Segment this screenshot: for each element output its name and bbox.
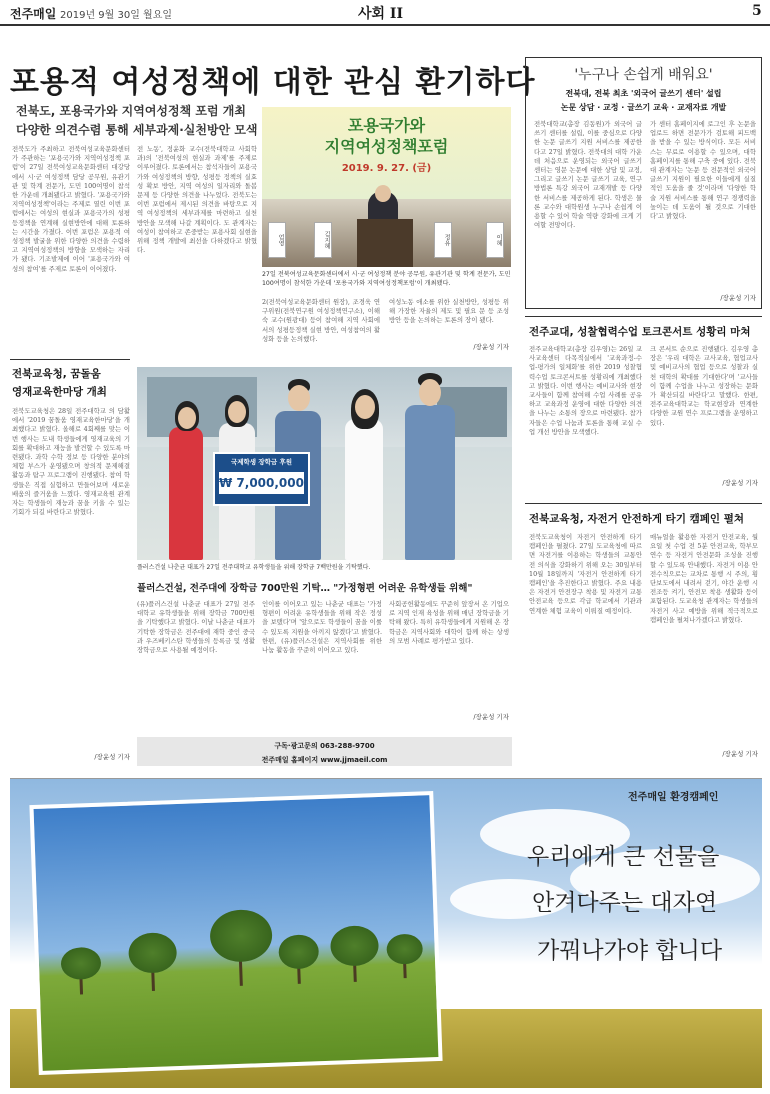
feature-box-subhead-2: 논문 상담 · 교정 · 글쓰기 교육 · 교재자료 개발 — [560, 103, 727, 112]
right-story-2-col1: 전주교육대학교(총장 김우영)는 26일 교사교육센터 다목적실에서 '교육과정-수업-평가의 일체화'를 위한 2019 성찰협력수업 토크콘서트를 성황리에 개최했다고 밝혔다. 이번 행사는 예비교사와 현장 교사들이 함께 참여해 수업 사례를 공유하고 교육과정 운영에 대한 다양한 의견을 나누는 소통의 장으로 마련됐다. 참가자들은 수업 나눔과 토론을 통해 교실 수업 개선 방안을 모색했다. — [529, 345, 642, 436]
lead-byline: /장윤성 기자 — [473, 343, 509, 351]
feature-box-byline: /장윤성 기자 — [720, 294, 756, 302]
side-story-title-1: 전북교육청, 꿈돌움 — [12, 368, 101, 380]
person-head — [355, 395, 375, 419]
right-story-2-headline: 전주교대, 성찰협력수업 토크콘서트 성황리 마쳐 — [529, 326, 751, 338]
person-figure — [169, 427, 203, 560]
side-story-title-2: 영재교육한마당 개최 — [12, 386, 107, 398]
right-story-3-col2: 매뉴얼을 활용한 자전거 안전교육, 월요일 첫 수업 전 5분 안전교육, 학부모 연수 등 자전거 안전문화 조성을 진행할 수 있도록 안내했다. 자전거 이용 안전수칙으로는 교차로 통행 시 주의, 횡단보도에서 내려서 걷기, 야간 운행 시 전조등 켜기, 안전모 착용 생활화 등이 포함된다. 도교육청 관계자는 학생들의 자전거 사고 예방을 위해 적극적으로 캠페인을 펼쳐나가겠다고 밝혔다. — [650, 533, 758, 624]
donation-photo-caption: 플러스건설 나춘균 대표가 27일 전주대학교 유학생들을 위해 장학금 7백만원을 기탁했다. — [137, 564, 371, 571]
subscription-contact: 구독·광고문의 063-288-9700 — [274, 742, 375, 750]
publication-date: 2019년 9월 30일 월요일 — [60, 10, 173, 21]
donation-board — [213, 452, 310, 506]
person-figure — [405, 405, 455, 560]
feature-box-title: '누구나 손쉽게 배워요' — [574, 67, 713, 83]
donation-body-col3: 사회공헌활동에도 꾸준히 앞장서 온 기업으로 지역 인재 육성을 위해 매년 장학금을 기탁해 왔다. 특히 유학생들에게 지원해 온 장학금은 지역사회와 대학이 함께 하는 상생의 모범 사례로 평가받고 있다. — [389, 600, 509, 645]
feature-box-body-col2: 가 센터 홈페이지에 로그인 후 논문을 업로드 하면 전문가가 검토해 피드백을 받을 수 있는 방식이다. 모든 서비스는 무료로 이용할 수 있으며, 대학 홈페이지를 통해 구축 중에 있다. 전북대 관계자는 '논문 등 전문적인 외국어 글쓰기 지원이 필요한 이들에게 실질적인 도움을 줄 것'이라며 '다양한 학술 지원 서비스를 통해 연구 경쟁력을 높이는 데 도움이 될 것으로 기대한다'고 밝혔다. — [650, 120, 756, 221]
section-title: 사회 II — [358, 6, 404, 22]
forum-photo — [262, 107, 511, 267]
right-story-3-headline: 전북교육청, 자전거 안전하게 타기 캠페인 펼쳐 — [529, 513, 744, 525]
lead-body-col1: 전북도가 주최하고 전북여성교육문화센터가 주관하는 '포용국가와 지역여성정책 포럼'이 27일 전북여성교육문화센터 대강당에서 시·군 여성정책 담당 공무원, 유관기관 및 학계 전문가, 도민 100여명이 참석한 가운데 개최됐다고 밝혔다. '포용국가와 지역여성정책'이라는 주제로 열린 이번 포럼에서는 여성의 현실과 포용국가의 성평등정책을 연계해 실현방안에 대해 토론하는 시간을 가졌다. 이번 포럼은 포용적 여성정책 발굴을 위한 다양한 의견을 수렴하고 지역여성정책의 방향을 모색하는 자리가 됐다. 기조발제에 이어 '포용국가와 여성의 참여'를 주제로 토론이 이어졌다. — [12, 145, 130, 273]
person-head — [178, 407, 196, 429]
tree — [278, 934, 319, 969]
tree — [386, 934, 423, 965]
podium — [357, 219, 413, 267]
right-story-2-byline: /장윤성 기자 — [722, 479, 758, 487]
lead-subhead-1: 전북도, 포용국가와 지역여성정책 포럼 개최 — [16, 104, 246, 118]
lead-headline: 포용적 여성정책에 대한 관심 환기하다 — [10, 65, 536, 100]
ad-slogan-line-2: 안겨다주는 대자연 — [532, 890, 718, 916]
right-story-3-col1: 전북도교육청이 자전거 안전하게 타기 캠페인을 펼쳤다. 27일 도교육청에 따르면 자전거를 이용하는 학생들의 교통안전 의식을 강화하기 위해 오는 30일부터 10월 18일까지 '자전거 안전하게 타기 캠페인'을 추진한다고 밝혔다. 주요 내용은 자전거 안전장구 착용 및 자전거 교통안전교육 등으로 각급 학교에서 기관과 연계한 체험 교육이 이뤄질 예정이다. — [529, 533, 642, 615]
paper-name: 전주매일 — [10, 7, 57, 21]
donation-body-col2: 인이를 이어오고 있는 나춘균 대표는 '가정형편이 어려운 유학생들을 위해 작은 정성을 보탰다'며 '앞으로도 학생들이 꿈을 이룰 수 있도록 지원을 아끼지 않겠다'고 밝혔다. 한편, (유)플러스건설은 지역사회를 위한 나눔 활동을 꾸준히 이어오고 있다. — [262, 600, 382, 655]
donation-byline: /장윤성 기자 — [473, 713, 509, 721]
lead-body-col3: 2(전북여성교육문화센터 원장), 조경욱 연구위원(전북연구원 여성정책연구소), 이해숙 교수(원광대) 등이 참여해 지역 사회에서의 성평등정책 실현 방안, 여성참여의 활성화 등을 논의했다. — [262, 298, 380, 343]
ad-landscape-photo — [29, 791, 442, 1075]
forum-banner-date: 2019. 9. 27. (금) — [341, 163, 432, 174]
person-head — [228, 401, 246, 423]
feature-box-subhead-1: 전북대, 전북 최초 '외국어 글쓰기 센터' 설립 — [565, 89, 722, 98]
section-rule — [10, 359, 130, 360]
page-number: 5 — [752, 3, 762, 19]
forum-banner-title-1: 포용국가와 — [347, 116, 426, 135]
tree — [128, 932, 177, 974]
side-story-body: 전북도교육청은 28일 전주대학교 의 담활에서 '2019 꿈돌움 영재교육한마당'을 개최했다고 밝혔다. 올해로 4회째를 맞는 이번 행사는 도내 학생들에게 영재교육의 기회를 확대하고 재능을 발견할 수 있도록 마련됐다. 과학 수학 정보 등 다양한 분야의 체험 부스가 운영됐으며 창의적 문제해결 활동과 탐구 프로그램이 진행됐다. 참여 학생들은 직접 실험하고 만들어보며 새로운 배움의 즐거움을 느꼈다. 영재교육원 관계자는 학생들이 재능과 꿈을 키울 수 있는 기회가 되길 바란다고 밝혔다. — [12, 407, 130, 517]
lead-body-col2: 전 노동', 정윤화 교수(전북대학교 사회학과)의 '전북여성의 현실과 과제'를 주제로 이루어졌다. 토론에서는 참석자들이 포용국가와 여성정책의 방향, 성평등 정책의 실효성 확보 방안, 지역 여성의 일자리와 돌봄 문제 등 다양한 의견을 나누었다. 전북도는 이번 포럼에서 제시된 의견을 바탕으로 지역 여성정책의 세부과제를 마련하고 실천 방안을 모색해 나갈 계획이다. 도 관계자는 여성이 참여하고 존중받는 포용사회 실현을 위해 정책 개발에 최선을 다하겠다고 밝혔다. — [137, 145, 257, 255]
donation-body-col1: (유)플러스건설 나춘균 대표가 27일 전주대학교 유학생들을 위해 장학금 700만원을 기탁했다고 밝혔다. 이날 나춘균 대표가 기탁한 장학금은 전주대에 재학 중인 중국과 우즈베키스탄 학생들의 등록금 및 생활 장학금으로 사용될 예정이다. — [137, 600, 255, 655]
lead-subhead-2: 다양한 의견수렴 통해 세부과제·실천방안 모색 — [16, 123, 258, 137]
donation-board-amount: ₩ 7,000,000 — [219, 472, 304, 494]
donation-headline: 플러스건설, 전주대에 장학금 700만원 기탁… "가정형편 어려운 유학생들 위해" — [137, 583, 473, 594]
ad-slogan-line-1: 우리에게 큰 선물을 — [527, 844, 720, 870]
person-head — [419, 379, 441, 406]
feature-box-body-col1: 전북대학교(총장 김동원)가 외국어 글쓰기 센터를 설립, 이를 중심으로 다양한 논문 글쓰기 지원 서비스를 제공한다고 27일 밝혔다. 전북대의 대학 가운데 처음으로 운영되는 외국어 글쓰기 센터는 영문 논문에 대한 상담 및 교정, 그리고 글쓰기 논문 글쓰기 교육, 연구방법론 특강 외국어 교재개발 등 다양한 서비스를 제공하게 된다. 학생은 물론 교수와 대학원생 누구나 손쉽게 이용할 수 있어 학술 역량 강화에 크게 기여할 전망이다. — [534, 120, 642, 230]
side-story-byline: /장윤성 기자 — [94, 753, 130, 761]
section-rule — [525, 316, 762, 317]
donation-board-label: 국제학생 장학금 후원 — [230, 458, 293, 466]
forum-photo-caption: 27일 전북여성교육문화센터에서 시·군 여성정책 분야 공무원, 유관기관 및 학계 전문가, 도민 100여명이 참석한 가운데 '포용국가와 지역여성정책포럼'이 개최됐다. — [262, 271, 511, 287]
right-story-2-col2: 크 콘서트 순으로 진행됐다. 김우영 총장은 '우리 대학은 교사교육, 협업교사 및 예비교사의 협업 등으로 성찰과 실천 대학의 확대를 기대한다'며 '교사들이 함께 수업을 나누고 성장하는 문화가 확산되길 바란다'고 말했다. 한편, 전주교육대학교는 학교현장과 연계한 다양한 교원 연수 프로그램을 운영하고 있다. — [650, 345, 758, 427]
nameplate: 이혜 — [486, 222, 504, 258]
speaker-head — [375, 185, 391, 202]
person-figure — [345, 419, 383, 560]
ad-slogan-line-3: 가꿔나가야 합니다 — [537, 938, 723, 964]
right-story-3-byline: /장윤성 기자 — [722, 750, 758, 758]
section-rule — [525, 503, 762, 504]
tree — [60, 947, 101, 980]
forum-banner-title-2: 지역여성정책포럼 — [324, 137, 449, 156]
person-head — [288, 385, 310, 411]
nameplate: 엄영 — [268, 222, 286, 258]
lead-body-col4: 여성노동 애소를 위한 실천방안, 성평등 위해 가장한 자율의 제도 및 필요 문 등 조성 방안 등을 논의하는 토론의 장이 됐다. — [389, 298, 509, 325]
ad-campaign-label: 전주매일 환경캠페인 — [628, 792, 719, 803]
nameplate: 정유 — [434, 222, 452, 258]
donation-photo — [137, 367, 512, 560]
tree — [209, 909, 273, 963]
subscription-website: 전주매일 홈페이지 www.jjmaeil.com — [261, 756, 388, 764]
nameplate: 김지혜 — [314, 222, 332, 258]
tree — [330, 925, 379, 967]
